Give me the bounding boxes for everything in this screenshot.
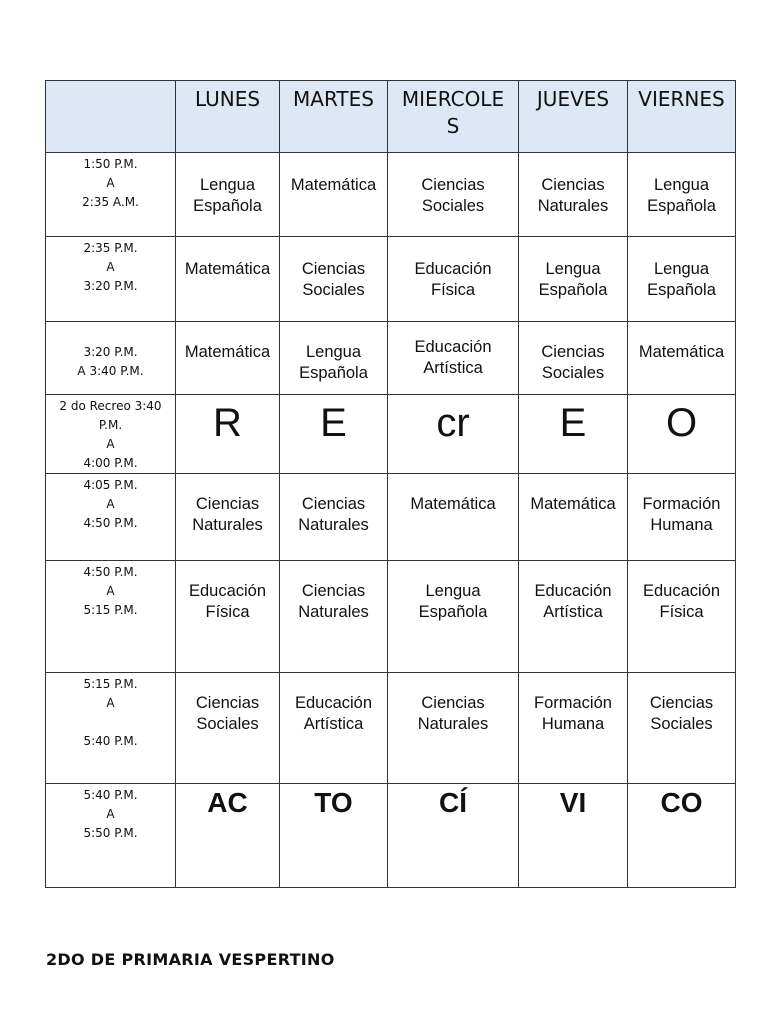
table-row <box>46 395 736 474</box>
cell-text: Física <box>430 281 475 299</box>
header-day-martes: MARTES <box>280 81 388 153</box>
cell-text: Naturales <box>298 516 369 534</box>
cell-text: Matemática <box>290 176 377 194</box>
subject-cell <box>519 673 628 784</box>
cell-text: Formación <box>642 495 721 513</box>
subject-cell <box>388 153 519 237</box>
footer-title: 2DO DE PRIMARIA VESPERTINO <box>46 950 335 969</box>
table-row <box>46 784 736 888</box>
cell-text: Lengua <box>199 176 256 194</box>
cell-text: Ciencias <box>541 176 605 194</box>
cell-text: E <box>559 401 587 445</box>
cell-text: E <box>320 401 347 445</box>
subject-cell <box>628 474 736 561</box>
cell-text: Artística <box>423 359 483 377</box>
cell-text: Ciencias <box>301 495 366 513</box>
cell-text: Española <box>193 197 262 215</box>
time-line: 2:35 P.M. <box>83 241 138 255</box>
header-day-miercoles: MIERCOLE S <box>388 81 519 153</box>
cell-text: Ciencias <box>195 694 260 712</box>
cell-text: Sociales <box>196 715 259 733</box>
subject-cell <box>628 561 736 673</box>
subject-cell <box>388 561 519 673</box>
acto-civico-cell <box>388 784 519 888</box>
subject-cell <box>519 322 628 395</box>
acto-civico-cell <box>519 784 628 888</box>
time-cell <box>46 474 176 561</box>
cell-text: R <box>213 401 242 445</box>
cell-text: Matemática <box>184 260 271 278</box>
cell-text: TO <box>314 787 353 818</box>
cell-text: Lengua <box>653 176 710 194</box>
cell-text: Lengua <box>653 260 710 278</box>
cell-text: Ciencias <box>541 343 605 361</box>
cell-text: Española <box>418 603 488 621</box>
table-row <box>46 561 736 673</box>
subject-cell <box>280 237 388 322</box>
subject-cell <box>519 561 628 673</box>
time-line: 5:40 P.M. <box>83 734 138 748</box>
cell-text: Educación <box>642 582 721 600</box>
cell-text: Matemática <box>410 495 496 513</box>
subject-cell <box>176 237 280 322</box>
time-line: 5:15 P.M. <box>83 677 138 691</box>
cell-text: AC <box>207 787 248 818</box>
recreo-cell <box>628 395 736 474</box>
time-line: 3:20 P.M. <box>83 345 138 359</box>
time-line: A <box>106 437 115 451</box>
cell-text: Educación <box>294 694 373 712</box>
acto-civico-cell <box>628 784 736 888</box>
cell-text: Lengua <box>545 260 601 278</box>
table-row <box>46 474 736 561</box>
subject-cell <box>176 561 280 673</box>
time-line: A <box>106 584 115 598</box>
acto-civico-cell <box>280 784 388 888</box>
time-line: A <box>106 696 115 710</box>
time-line: P.M. <box>98 418 123 432</box>
cell-text: Física <box>659 603 704 621</box>
subject-cell <box>280 474 388 561</box>
cell-text: Española <box>647 197 716 215</box>
cell-text: Sociales <box>541 364 605 382</box>
cell-text: Sociales <box>650 715 713 733</box>
cell-text: Ciencias <box>421 176 485 194</box>
time-line: A 3:40 P.M. <box>77 364 144 378</box>
header-row <box>46 81 736 153</box>
cell-text: Naturales <box>417 715 489 733</box>
cell-text: Sociales <box>421 197 485 215</box>
cell-text: Ciencias <box>301 582 366 600</box>
subject-cell <box>280 673 388 784</box>
subject-cell <box>176 322 280 395</box>
recreo-cell <box>519 395 628 474</box>
cell-text: Educación <box>414 338 492 356</box>
subject-cell <box>388 673 519 784</box>
time-line: 4:05 P.M. <box>83 478 138 492</box>
subject-cell <box>628 153 736 237</box>
recreo-cell <box>280 395 388 474</box>
time-line: 2:35 A.M. <box>82 195 139 209</box>
subject-cell <box>388 237 519 322</box>
table-row <box>46 237 736 322</box>
subject-cell <box>176 673 280 784</box>
cell-text: Educación <box>534 582 612 600</box>
time-line: 4:50 P.M. <box>83 516 138 530</box>
cell-text: Naturales <box>192 516 263 534</box>
time-cell <box>46 784 176 888</box>
cell-text: Lengua <box>305 343 362 361</box>
table-row <box>46 673 736 784</box>
time-line: A <box>106 176 115 190</box>
subject-cell <box>628 322 736 395</box>
cell-text: Ciencias <box>649 694 714 712</box>
cell-text: Educación <box>414 260 492 278</box>
cell-text: Sociales <box>302 281 365 299</box>
header-day-lunes: LUNES <box>176 81 280 153</box>
header-day-viernes: VIERNES <box>628 81 736 153</box>
cell-text: Humana <box>650 516 713 534</box>
time-cell <box>46 673 176 784</box>
cell-text: Española <box>538 281 608 299</box>
cell-text: Naturales <box>298 603 369 621</box>
header-corner <box>46 81 176 153</box>
subject-cell <box>519 153 628 237</box>
recreo-cell <box>176 395 280 474</box>
time-line <box>46 324 175 343</box>
cell-text: Matemática <box>638 343 725 361</box>
table-row <box>46 153 736 237</box>
header-day-jueves: JUEVES <box>519 81 628 153</box>
time-line: 5:15 P.M. <box>83 603 138 617</box>
time-line: 5:40 P.M. <box>83 788 138 802</box>
cell-text: Humana <box>541 715 605 733</box>
cell-text: Artística <box>543 603 603 621</box>
cell-text: Matemática <box>530 495 616 513</box>
subject-cell <box>388 322 519 395</box>
cell-text: Lengua <box>425 582 481 600</box>
time-cell <box>46 237 176 322</box>
cell-text: Educación <box>188 582 267 600</box>
time-cell <box>46 561 176 673</box>
time-line: 4:00 P.M. <box>83 456 138 470</box>
time-line: A <box>106 497 115 511</box>
cell-text: Formación <box>534 694 612 712</box>
time-cell <box>46 395 176 474</box>
time-line <box>46 713 175 732</box>
time-line: 4:50 P.M. <box>83 565 138 579</box>
cell-text: CO <box>660 787 703 818</box>
subject-cell <box>176 474 280 561</box>
subject-cell <box>519 474 628 561</box>
cell-text: Ciencias <box>195 495 260 513</box>
cell-text: VI <box>559 787 587 818</box>
subject-cell <box>176 153 280 237</box>
cell-text: Ciencias <box>421 694 485 712</box>
cell-text: Naturales <box>537 197 609 215</box>
cell-text: Española <box>299 364 368 382</box>
time-line: 3:20 P.M. <box>83 279 138 293</box>
time-line: 5:50 P.M. <box>83 826 138 840</box>
cell-text: Artística <box>303 715 364 733</box>
subject-cell <box>628 237 736 322</box>
cell-text: Matemática <box>184 343 271 361</box>
subject-cell <box>388 474 519 561</box>
time-line: A <box>106 260 115 274</box>
acto-civico-cell <box>176 784 280 888</box>
subject-cell <box>280 153 388 237</box>
cell-text: CÍ <box>439 787 467 818</box>
subject-cell <box>280 322 388 395</box>
cell-text: O <box>665 401 698 445</box>
cell-text: cr <box>436 401 470 445</box>
subject-cell <box>628 673 736 784</box>
time-line: A <box>106 807 115 821</box>
time-cell <box>46 153 176 237</box>
cell-text: Ciencias <box>301 260 366 278</box>
subject-cell <box>519 237 628 322</box>
time-line: 1:50 P.M. <box>83 157 138 171</box>
table-row <box>46 322 736 395</box>
schedule-table <box>45 80 736 888</box>
subject-cell <box>280 561 388 673</box>
time-cell <box>46 322 176 395</box>
time-line: 2 do Recreo 3:40 <box>59 399 162 413</box>
cell-text: Española <box>647 281 716 299</box>
recreo-cell <box>388 395 519 474</box>
cell-text: Física <box>205 603 250 621</box>
